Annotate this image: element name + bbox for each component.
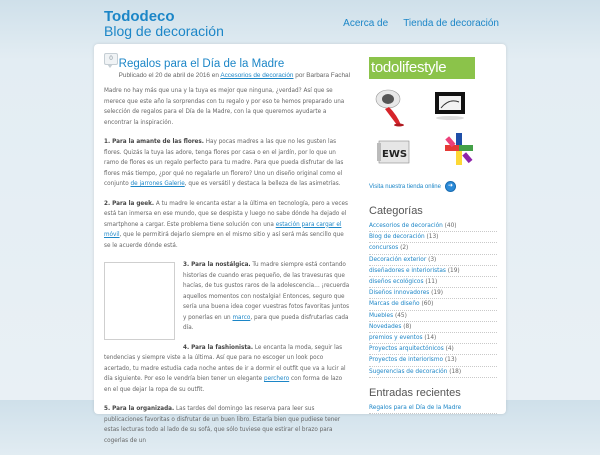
nav-item-acerca[interactable]: Acerca de bbox=[343, 18, 389, 29]
nav-item-tienda[interactable]: Tienda de decoración bbox=[403, 18, 499, 29]
todolifestyle-banner[interactable] bbox=[369, 57, 475, 195]
paragraph-5-heading: 5. Para la organizada. bbox=[104, 406, 175, 412]
comment-tail bbox=[107, 64, 113, 68]
category-item bbox=[369, 277, 497, 288]
category-item bbox=[369, 299, 497, 310]
paragraph-4 bbox=[104, 343, 350, 396]
site-title[interactable]: Tododeco bbox=[104, 8, 175, 25]
category-link[interactable]: Blog de decoración bbox=[369, 234, 425, 241]
recent-posts-list bbox=[369, 403, 497, 414]
paragraph-2-heading: 2. Para la geek. bbox=[104, 200, 155, 207]
category-link[interactable]: diseños ecológicos bbox=[369, 279, 424, 286]
category-count: (4) bbox=[445, 346, 454, 353]
marco-link[interactable]: marco bbox=[232, 314, 251, 321]
paragraph-1-tail: , que es versátil y destaca la belleza de las asimetrías. bbox=[184, 181, 341, 187]
category-count: (19) bbox=[431, 290, 444, 297]
paragraph-4-text: Le encanta la moda, seguir las tendencias y siempre viste a la última. Así que para no escoger un look poco acertado, tu madre estudia cada noche antes de ir a dormir el outfit que va a lucir al día siguiente. Por eso le vendría bien tener un elegante bbox=[104, 344, 346, 382]
category-link[interactable]: Muebles bbox=[369, 312, 394, 319]
category-link[interactable]: Proyectos arquitectónicos bbox=[369, 346, 444, 353]
paragraph-1-heading: 1. Para la amante de las flores. bbox=[104, 139, 204, 145]
category-item bbox=[369, 232, 497, 243]
category-link[interactable]: premios y eventos bbox=[369, 335, 423, 342]
perchero-link[interactable]: perchero bbox=[263, 376, 290, 382]
category-link[interactable]: diseñadores e interioristas bbox=[369, 267, 446, 274]
category-count: (14) bbox=[424, 335, 437, 342]
post-header bbox=[104, 52, 350, 80]
post-content bbox=[104, 86, 350, 446]
categories-list bbox=[369, 221, 497, 378]
category-link[interactable]: Marcas de diseño bbox=[369, 301, 420, 308]
post-author: por Barbara Fachal bbox=[295, 72, 350, 79]
recent-posts-title: Entradas recientes bbox=[369, 386, 461, 399]
category-count: (3) bbox=[428, 256, 437, 263]
visit-store bbox=[369, 181, 456, 192]
category-count: (13) bbox=[444, 357, 457, 364]
post-date: Publicado el 20 de abril de 2016 en bbox=[118, 72, 219, 79]
category-count: (8) bbox=[403, 323, 412, 330]
post-title[interactable]: Regalos para el Día de la Madre bbox=[118, 58, 285, 70]
category-link[interactable]: concursos bbox=[369, 245, 399, 252]
comment-count-icon[interactable] bbox=[104, 53, 114, 70]
colorful-coat-rack-image bbox=[443, 133, 475, 167]
category-item bbox=[369, 367, 497, 378]
recent-post-item bbox=[369, 403, 497, 414]
visit-store-text: Visita nuestra tienda online bbox=[369, 183, 441, 190]
category-item bbox=[369, 255, 497, 266]
paragraph-2-text: A tu madre le encanta estar a la última en tecnología, pero a veces está tan inmersa en ese mundo, que se despista y luego no sabe dónde ha dejado el smartphone a cargar. Este problema tiene solución con una bbox=[104, 200, 348, 228]
category-count: (40) bbox=[444, 223, 457, 229]
category-count: (45) bbox=[394, 312, 407, 319]
post-meta bbox=[119, 71, 350, 80]
post-category-link[interactable]: Accesorios de decoración bbox=[220, 72, 294, 79]
categories-title: Categorías bbox=[369, 205, 423, 217]
sidebar bbox=[369, 57, 497, 414]
category-count: (19) bbox=[447, 267, 460, 274]
category-count: (11) bbox=[425, 279, 438, 286]
category-count: (18) bbox=[449, 368, 462, 375]
paragraph-5-text: Las tardes del domingo las reserva para leer sus publicaciones favoritas o disfrutar de un buen libro. Estaría bien que pudiese tener estas lecturas todo al lado de su sofá, que sólo tuviese que estirar el brazo para cogerlas de un bbox=[104, 406, 341, 444]
paragraph-2-tail: , que le permitirá dejarlo siempre en el mismo sitio y así será más sencillo que se le acuerde dónde está. bbox=[104, 232, 344, 249]
category-link[interactable]: Decoración exterior bbox=[369, 256, 427, 263]
post bbox=[104, 52, 350, 455]
comment-count: 0 bbox=[104, 53, 118, 65]
jarrones-galerie-link[interactable]: de jarrones Galerie bbox=[130, 181, 185, 187]
arrow-right-icon[interactable]: ➜ bbox=[445, 181, 456, 192]
category-link[interactable]: Accesorios de decoración bbox=[369, 223, 443, 229]
paragraph-4-tail: con forma de lazo en el que dejar la ropa de su outfit. bbox=[104, 376, 343, 393]
category-link[interactable]: Diseños innovadores bbox=[369, 290, 430, 297]
paragraph-1 bbox=[104, 137, 350, 190]
svg-text:EWS: EWS bbox=[382, 149, 408, 160]
paragraph-4-heading: 4. Para la fashionista. bbox=[183, 344, 254, 351]
category-item bbox=[369, 355, 497, 366]
category-item bbox=[369, 243, 497, 254]
post-intro: Madre no hay más que una y la tuya es mejor que ninguna, ¿verdad? Así que se merece que este año la sorprendas con tu regalo y por eso te hemos preparado una selección de regalos para el Día de la Madre, con la que queremos ayudarte a encontrar la inspiración. bbox=[104, 88, 345, 126]
paragraph-3 bbox=[104, 260, 350, 334]
lamp-product-image bbox=[375, 89, 405, 127]
recent-post-link[interactable]: Regalos para el Día de la Madre bbox=[369, 404, 462, 411]
category-count: (13) bbox=[426, 234, 439, 241]
category-item bbox=[369, 221, 497, 232]
paragraph-2 bbox=[104, 199, 350, 252]
frame-product-image bbox=[431, 90, 469, 122]
category-link[interactable]: Novedades bbox=[369, 323, 402, 330]
paragraph-3-text: Tu madre siempre está contando historias de cuando eras pequeño, de las travesuras que hacías, de tus gustos raros de la adolescencia… ¡recuerda aquellos momentos con nostalgia! Entonces, seguro que sería una buena idea coger vuestras fotos favoritas juntos y ponerlas en un bbox=[183, 262, 350, 321]
main-nav bbox=[343, 18, 499, 29]
paragraph-3-heading: 3. Para la nostálgica. bbox=[183, 262, 251, 268]
category-count: (2) bbox=[400, 245, 409, 252]
category-item bbox=[369, 311, 497, 322]
paragraph-3-tail: , para que pueda disfrutarlas cada día. bbox=[183, 314, 349, 331]
category-link[interactable]: Proyectos de interiorismo bbox=[369, 357, 444, 364]
site-description: Blog de decoración bbox=[104, 23, 224, 39]
category-link[interactable]: Sugerencias de decoración bbox=[369, 368, 448, 375]
category-item bbox=[369, 344, 497, 355]
category-item bbox=[369, 322, 497, 333]
estacion-cargar-link[interactable]: estación para cargar el móvil bbox=[104, 221, 342, 238]
banner-logo: todolifestyle bbox=[369, 57, 475, 79]
paragraph-1-text: Hay pocas madres a las que no les gusten las flores. Quizás la tuya las adore, tenga flores por casa o en el jardín, por lo que un ramo de flores es un regalo perfecto para tu madre. Para que pueda disfrutar de las flores más tiempo, ¿por qué no regalarle un florero? Uno un diseño original como el conjunto bbox=[104, 139, 344, 187]
category-item bbox=[369, 333, 497, 344]
category-count: (60) bbox=[421, 301, 434, 308]
category-item bbox=[369, 266, 497, 277]
news-rack-product-image bbox=[377, 137, 413, 167]
paragraph-5 bbox=[104, 404, 350, 446]
category-item bbox=[369, 288, 497, 299]
post-image bbox=[104, 262, 175, 340]
